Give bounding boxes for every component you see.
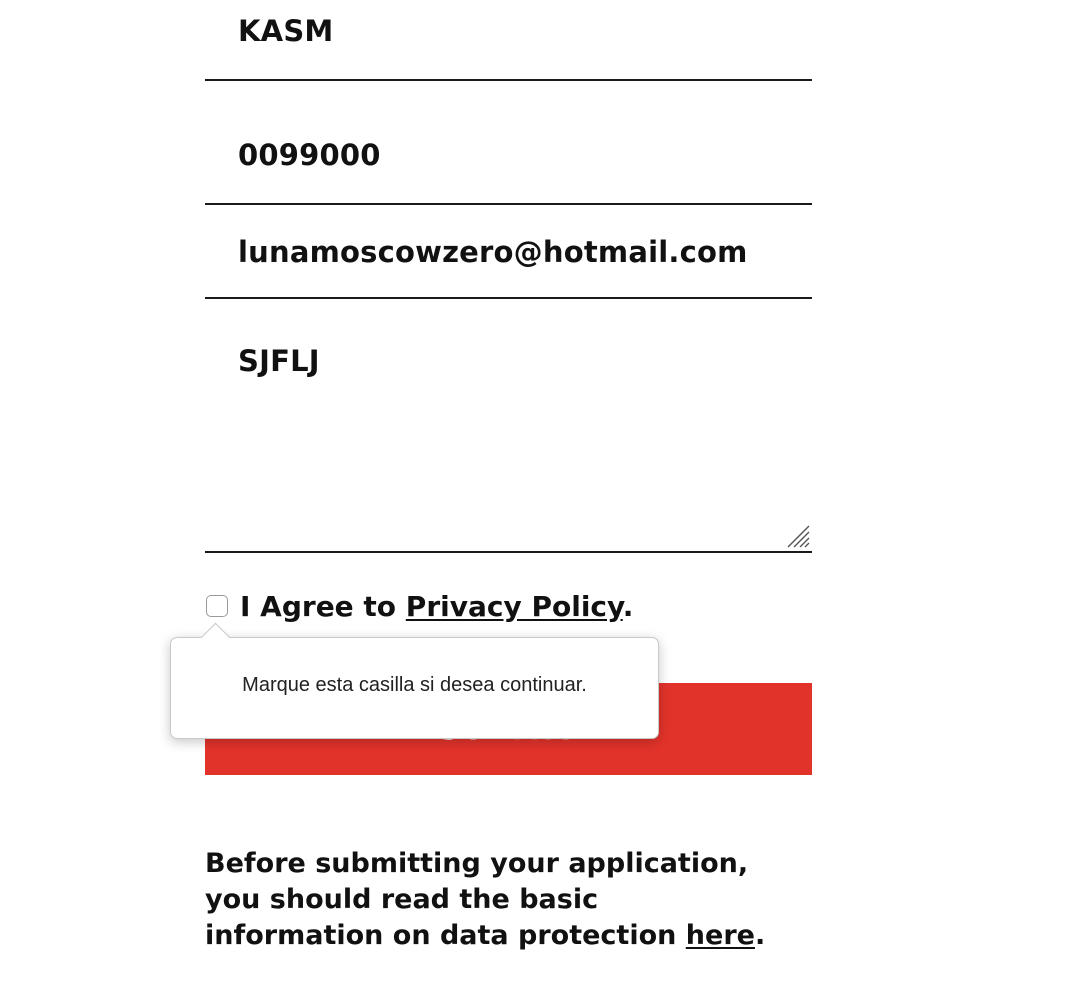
email-field-value: lunamoscowzero@hotmail.com: [238, 235, 748, 269]
privacy-policy-link[interactable]: Privacy Policy: [405, 589, 623, 623]
privacy-agree-label: [240, 590, 633, 623]
agree-suffix: .: [622, 589, 634, 623]
tooltip-message: Marque esta casilla si desea continuar.: [242, 673, 587, 696]
message-textarea-value: SJFLJ: [238, 344, 320, 378]
name-field[interactable]: [205, 0, 812, 81]
privacy-checkbox[interactable]: [206, 595, 228, 617]
name-field-value: KASM: [238, 14, 334, 48]
message-textarea[interactable]: [205, 299, 812, 553]
notice-line-1: Before submitting your application,: [205, 848, 749, 879]
email-field[interactable]: [205, 205, 812, 299]
validation-tooltip: [170, 637, 659, 739]
resize-grip-icon[interactable]: [786, 524, 810, 548]
notice-line-3-suffix: .: [754, 920, 766, 951]
notice-line-3: information on data protection: [205, 920, 686, 951]
privacy-agree-row: [206, 586, 633, 626]
agree-prefix: I Agree to: [240, 589, 406, 623]
data-protection-here-link[interactable]: here: [685, 920, 755, 951]
data-protection-notice: [205, 846, 805, 954]
phone-field-value: 0099000: [238, 138, 381, 172]
tooltip-arrow: [201, 623, 231, 653]
phone-field[interactable]: [205, 81, 812, 205]
notice-line-2: you should read the basic: [205, 884, 599, 915]
